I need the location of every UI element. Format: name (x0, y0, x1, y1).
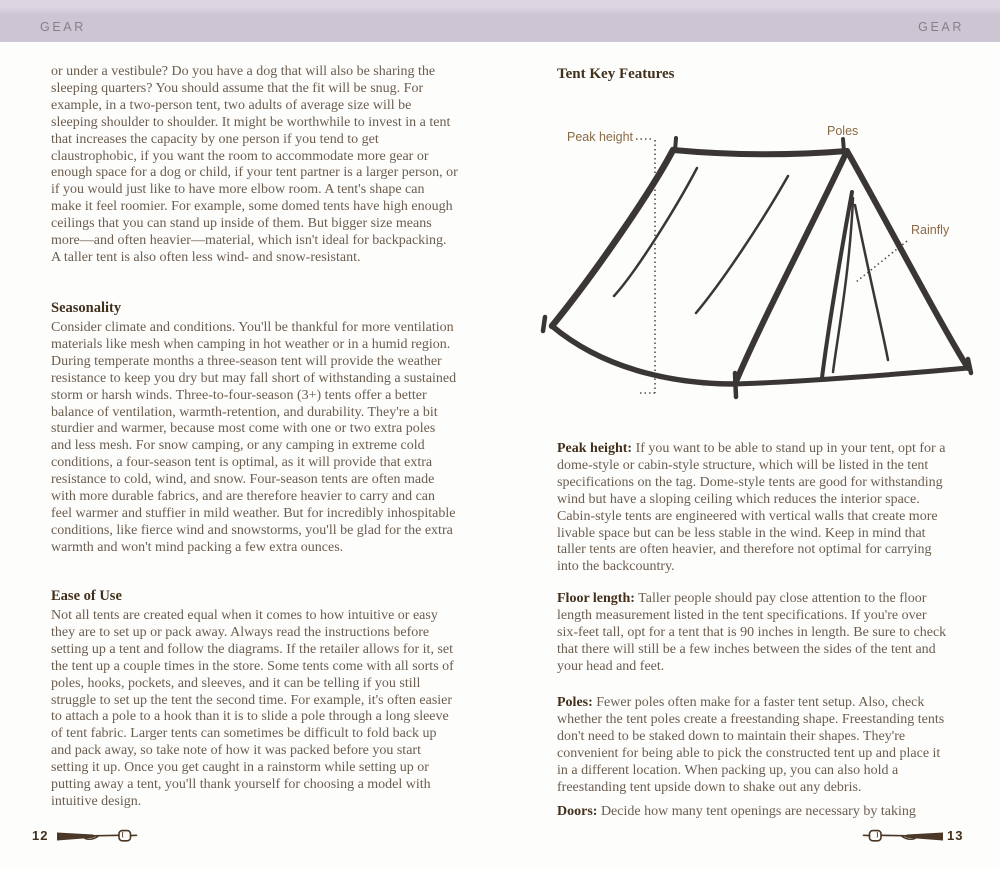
feature-lead: Peak height: (557, 441, 633, 456)
rainfly-label: Rainfly (911, 223, 950, 237)
header-bar (0, 0, 1000, 42)
section-body-seasonality: Consider climate and conditions. You'll be thankful for more ventilation materials like mesh when camping in hot weather or in a humid region. During temperate months a three-season tent will provide the weather resistance to keep you dry but may fall short of withstanding a sustained storm or harsh winds. Three-to-four-season (3+) tents offer a better balance of ventilation, warmth-retention, and durability. They're a bit sturdier and warmer, because most come with one or two extra poles and less mesh. For snow camping, or any camping in extreme cold conditions, a four-season tent is optimal, as it will provide that extra resistance to cold, wind, and snow. Four-season tents are often made with more durable fabrics, and are therefore heavier to carry and can feel warmer and stuffier in mild weather. But for incredibly inhospitable conditions, like fierce wind and snowstorms, you'll be glad for the extra warmth and won't mind packing a few extra ounces. (51, 320, 457, 555)
feature-lead: Doors: (557, 804, 598, 819)
marshmallow-stick-icon (857, 827, 945, 845)
page-number-right: 13 (947, 828, 964, 843)
feature-paragraph-doors (557, 804, 948, 821)
running-head-left: GEAR (40, 20, 86, 34)
section-heading-seasonality: Seasonality (51, 300, 122, 316)
feature-paragraph-floor-length (557, 591, 948, 676)
page-number-left: 12 (32, 828, 49, 843)
feature-lead: Poles: (557, 695, 593, 710)
tent-illustration (530, 110, 990, 420)
section-heading-ease-of-use: Ease of Use (51, 588, 122, 604)
marshmallow-stick-icon (55, 827, 143, 845)
feature-body: Decide how many tent openings are necessary by taking (600, 804, 916, 819)
section-body-ease-of-use: Not all tents are created equal when it comes to how intuitive or easy they are to set up or pack away. Always read the instructions before setting up a tent and follow the diagrams. If the retailer allows for it, set the tent up a couple times in the store. Some tents come with all sorts of poles, hooks, pockets, and sleeves, and it can be telling if you still struggle to set up the tent the second time. For example, it's often easier to attach a pole to a hook than it is to slide a pole through a long sleeve of tent fabric. Larger tents can sometimes be difficult to fold back up and pack away, so take note of how it was packed before you start setting it up. Once you get caught in a rainstorm while setting up or putting away a tent, you'll thank yourself for choosing a model with intuitive design. (51, 608, 454, 809)
feature-body: Taller people should pay close attention to the floor length measurement listed in the tent specifications. If you're over six-feet tall, opt for a tent that is 90 inches in length. Be sure to check that there will still be a few inches between the sides of the tent and your head and feet. (557, 591, 947, 674)
figure-title: Tent Key Features (557, 66, 675, 82)
poles-label: Poles (827, 124, 859, 138)
feature-body: If you want to be able to stand up in your tent, opt for a dome-style or cabin-style structure, which will be listed in the tent specifications on the tag. Dome-style tents are good for withstanding wind but have a sloping ceiling which reduces the interior space. Cabin-style tents are engineered with vertical walls that create more livable space but can be less stable in the wind. Keep in mind that taller tents are often heavier, and therefore not optimal for carrying into the backcountry. (557, 441, 946, 575)
peak-height-label: Peak height (567, 130, 634, 144)
feature-paragraph-poles (557, 695, 948, 796)
feature-lead: Floor length: (557, 591, 635, 606)
measurement-dotted-lines (636, 139, 907, 393)
feature-body: Fewer poles often make for a faster tent setup. Also, check whether the tent poles create a freestanding shape. Freestanding tents don't need to be staked down to maintain their shapes. They're convenient for being able to pick the constructed tent up and place it in a different location. When packing up, you can also hold a freestanding tent upside down to shake out any debris. (557, 695, 945, 795)
running-head-right: GEAR (918, 20, 964, 34)
feature-paragraph-peak-height (557, 441, 948, 576)
tent-outline (543, 138, 971, 397)
intro-paragraph: or under a vestibule? Do you have a dog that will also be sharing the sleeping quarters? You should assume that the fit will be snug. For example, in a two-person tent, two adults of average size will be sleeping shoulder to shoulder. It might be worthwhile to invest in a tent that increases the capacity by one person if you tend to get claustrophobic, if you want the room to accommodate more gear or enough space for a dog or child, if your tent partner is a larger person, or if you would just like to have more elbow room. A tent's shape can make it feel roomier. For example, some domed tents have high enough ceilings that you can stand up inside of them. But bigger size means more—and often heavier—material, which isn't ideal for backpacking. A taller tent is also often less wind- and snow-resistant. (51, 64, 458, 265)
